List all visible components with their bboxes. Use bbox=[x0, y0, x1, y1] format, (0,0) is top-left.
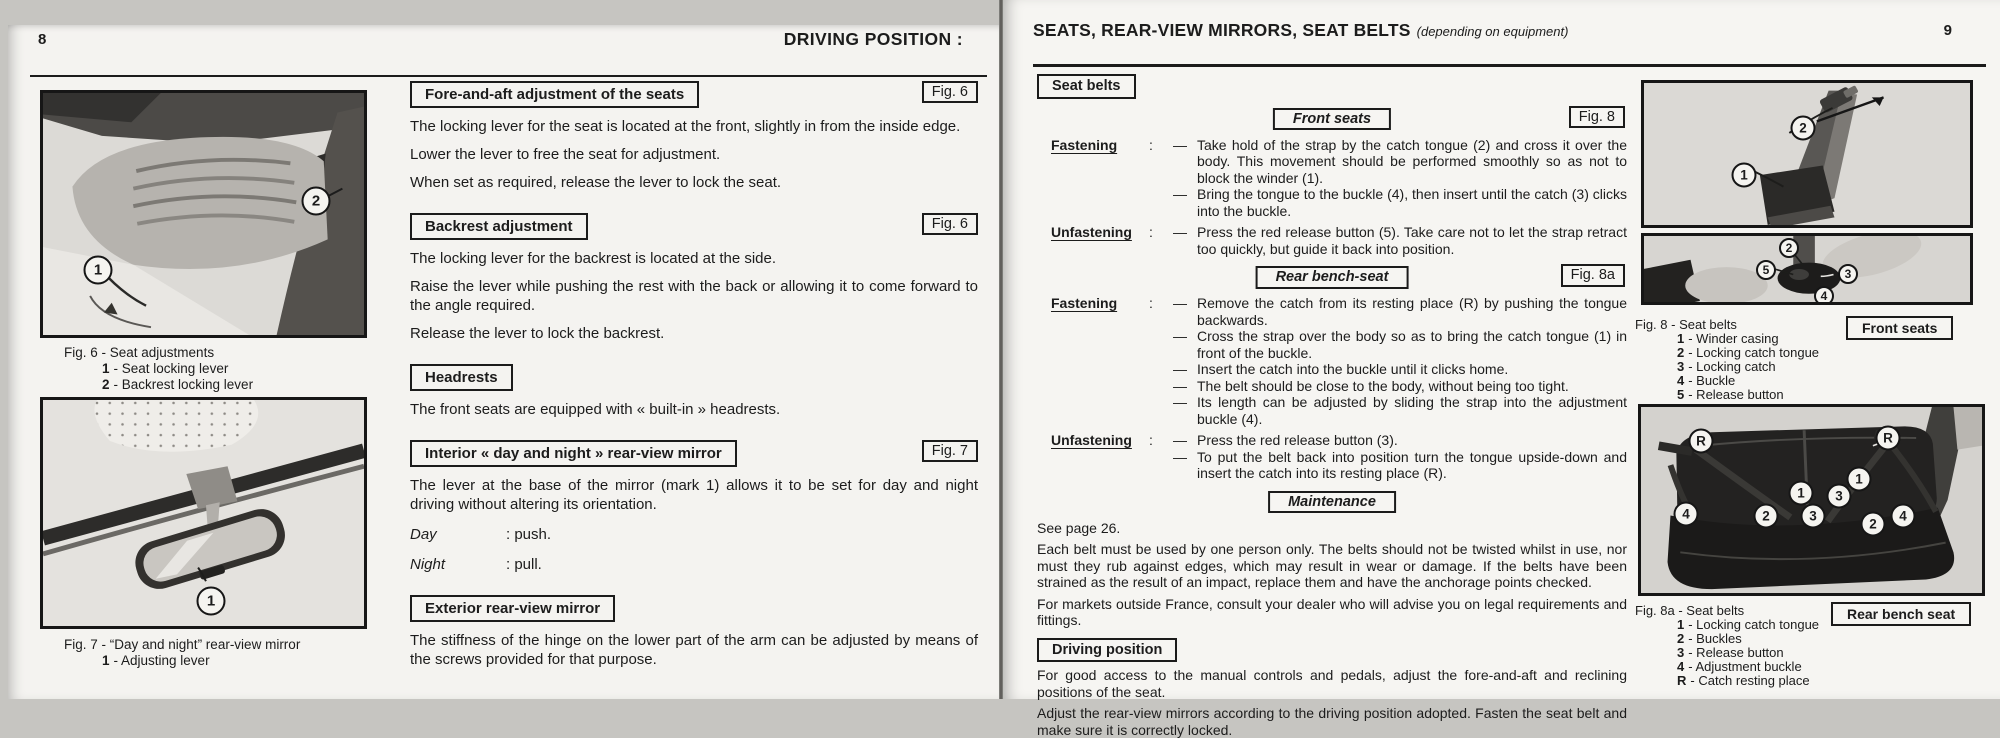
rear-bench-seat-tag-box: Rear bench seat bbox=[1831, 602, 1971, 626]
right-text-column bbox=[1037, 74, 1627, 738]
belt-items bbox=[1173, 432, 1627, 482]
header-rule-right bbox=[1033, 64, 1986, 67]
section-title-box: Interior « day and night » rear-view mirror bbox=[410, 440, 737, 467]
paragraph: For markets outside France, consult your dealer who will advise you on legal requirements and fittings. bbox=[1037, 595, 1627, 628]
belt-item: — Press the red release button (5). Take care not to let the strap retract too quickly, but guide it back into position. bbox=[1173, 224, 1627, 257]
belt-item: — Cross the strap over the body so as to bring the catch tongue (1) in front of the buckle. bbox=[1173, 328, 1627, 361]
paragraph: Each belt must be used by one person only. The belts should not be twisted whilst in use, nor must they rub against edges, which may result in wear or damage. If the belts have been strained as the result of an impact, replace them and have the anchorage points checked. bbox=[1037, 541, 1627, 590]
figure-ref-box: Fig. 6 bbox=[922, 213, 978, 235]
rear-unfastening-row: Unfastening : — Press the red release button (3). — To put the belt back into position turn the tongue upside-down and insert the catch into its resting place (R). bbox=[1051, 432, 1627, 481]
paragraph: Lower the lever to free the seat for adjustment. bbox=[410, 146, 721, 163]
paragraph: The lever at the base of the mirror (mark 1) allows it to be set for day and night driving without altering its orientation. bbox=[410, 477, 978, 513]
dash-bullet: — bbox=[1173, 448, 1187, 465]
callout-buckles-right: 2 bbox=[1861, 512, 1886, 537]
callout-buckles-left: 2 bbox=[1754, 504, 1779, 529]
section-headrests bbox=[410, 364, 978, 391]
fig6-caption bbox=[64, 345, 253, 393]
paragraph: The stiffness of the hinge on the lower part of the arm can be adjusted by means of the screws provided for that purpose. bbox=[410, 632, 978, 668]
fig8-caption-item: 2 - Locking catch tongue bbox=[1677, 345, 1820, 360]
fig6-seat-photo bbox=[40, 90, 367, 338]
mode-value: : pull. bbox=[506, 556, 542, 573]
fig6-caption-item: 2 - Backrest locking lever bbox=[102, 377, 254, 392]
fig8-caption-item: 3 - Locking catch bbox=[1677, 359, 1776, 374]
belt-item: — Take hold of the strap by the catch tongue (2) and cross it over the body. This movement should be performed smoothly so as not to block the winder (1). bbox=[1173, 136, 1627, 186]
fig7-caption-item: 1 - Adjusting lever bbox=[102, 653, 210, 668]
callout-buckle: 4 bbox=[1814, 286, 1834, 305]
front-seats-tag-box: Front seats bbox=[1846, 316, 1953, 340]
paragraph: Raise the lever while pushing the rest with the back or allowing it to come forward to the angle required. bbox=[410, 278, 978, 314]
belt-item: — Its length can be adjusted by sliding the strap into the adjustment buckle (4). bbox=[1173, 394, 1627, 427]
callout-winder-casing: 1 bbox=[1732, 163, 1757, 188]
fig8-caption bbox=[1635, 318, 1819, 402]
dash-bullet: — bbox=[1173, 136, 1187, 153]
fig6-caption-title: Fig. 6 - Seat adjustments bbox=[64, 345, 215, 360]
callout-tongue: 2 bbox=[1779, 238, 1799, 258]
fig8a-caption-item: 1 - Locking catch tongue bbox=[1677, 617, 1820, 632]
figure-ref-box: Fig. 7 bbox=[922, 440, 978, 462]
section-title-box: Exterior rear-view mirror bbox=[410, 595, 615, 622]
dash-bullet: — bbox=[1173, 432, 1187, 448]
paragraph: The locking lever for the backrest is located at the side. bbox=[410, 250, 777, 267]
header-rule-left bbox=[30, 75, 987, 77]
callout-locking-catch-tongue: 2 bbox=[1791, 116, 1816, 141]
belt-items bbox=[1173, 137, 1627, 220]
page-title-right: SEATS, REAR-VIEW MIRRORS, SEAT BELTS bbox=[1033, 20, 1411, 40]
dash-bullet: — bbox=[1173, 377, 1187, 394]
page-number-right: 9 bbox=[1943, 22, 1952, 39]
belt-item: — To put the belt back into position turn the tongue upside-down and insert the catch into its resting place (R). bbox=[1173, 448, 1627, 481]
callout-adjusting-lever: 1 bbox=[197, 587, 226, 616]
maintenance-heading-row bbox=[1037, 491, 1627, 515]
page-title-note: (depending on equipment) bbox=[1416, 24, 1569, 39]
dash-bullet: — bbox=[1173, 224, 1187, 240]
page-header-right bbox=[1033, 20, 1960, 41]
dash-bullet: — bbox=[1173, 295, 1187, 311]
fig7-caption bbox=[64, 637, 300, 669]
figure-ref-box: Fig. 8 bbox=[1569, 106, 1625, 129]
dash-bullet: — bbox=[1173, 328, 1187, 344]
paragraph: For good access to the manual controls and pedals, adjust the fore-and-aft and reclining positions of the seat. bbox=[1037, 667, 1627, 700]
callout-catch-resting-place-left: R bbox=[1689, 429, 1714, 454]
fig8a-bench-photo bbox=[1638, 404, 1985, 596]
belt-item: — Remove the catch from its resting place (R) by pushing the tongue backwards. bbox=[1173, 295, 1627, 328]
belt-item: — Bring the tongue to the buckle (4), then insert until the catch (3) clicks into the buckle. bbox=[1173, 186, 1627, 219]
dash-bullet: — bbox=[1173, 186, 1187, 202]
callout-release-right: 3 bbox=[1827, 484, 1852, 509]
left-text-column bbox=[410, 81, 978, 669]
subsection-heading: Rear bench-seat bbox=[1256, 266, 1409, 289]
belt-item: — Press the red release button (3). bbox=[1173, 432, 1398, 448]
section-backrest bbox=[410, 213, 978, 240]
front-fastening-row: Fastening : — Take hold of the strap by the catch tongue (2) and cross it over the body. This movement should be performed smoothly so as not to block the winder (1). — Bring the tongue to the buckle (4), then insert until the catch (3) clicks into the buckle. bbox=[1051, 136, 1627, 219]
seat-belts-title-box: Seat belts bbox=[1037, 74, 1136, 99]
subsection-heading: Maintenance bbox=[1268, 491, 1396, 514]
paragraph: The front seats are equipped with « built-in » headrests. bbox=[410, 401, 781, 418]
section-title-box: Fore-and-aft adjustment of the seats bbox=[410, 81, 699, 108]
dash-bullet: — bbox=[1173, 394, 1187, 410]
fig8a-caption-item: 2 - Buckles bbox=[1677, 631, 1742, 646]
fig7-mirror-photo bbox=[40, 397, 367, 629]
callout-tongue-left: 1 bbox=[1789, 481, 1814, 506]
callout-locking-catch: 3 bbox=[1838, 264, 1858, 284]
front-unfastening-row: Unfastening : — Press the red release button (5). Take care not to let the strap retract too quickly, but guide it back into position. bbox=[1051, 224, 1627, 257]
section-exterior-mirror bbox=[410, 595, 978, 622]
fig8-winder-photo bbox=[1641, 80, 1973, 228]
driving-position-title-box: Driving position bbox=[1037, 638, 1177, 663]
paragraph: See page 26. bbox=[1037, 519, 1121, 536]
fig6-caption-item: 1 - Seat locking lever bbox=[102, 361, 229, 376]
fig7-caption-title: Fig. 7 - “Day and night” rear-view mirror bbox=[64, 637, 301, 652]
callout-release-button: 5 bbox=[1756, 260, 1776, 280]
section-fore-and-aft bbox=[410, 81, 978, 108]
callout-release-left: 3 bbox=[1801, 504, 1826, 529]
callout-adjustment-buckle-right: 4 bbox=[1891, 504, 1916, 529]
belt-items bbox=[1173, 295, 1627, 427]
right-page bbox=[1003, 0, 2000, 738]
section-title-box: Backrest adjustment bbox=[410, 213, 588, 240]
buckle-hands-illustration bbox=[1644, 236, 1970, 302]
callout-backrest-locking-lever: 2 bbox=[302, 187, 331, 216]
fig8a-caption-item: 3 - Release button bbox=[1677, 645, 1784, 660]
rear-bench-heading-row bbox=[1037, 266, 1627, 290]
paragraph: Adjust the rear-view mirrors according to the driving position adopted. Fasten the seat belt and make sure it is correctly locked. bbox=[1037, 705, 1627, 738]
belt-items bbox=[1173, 224, 1627, 257]
mode-value: : push. bbox=[506, 526, 552, 543]
callout-seat-locking-lever: 1 bbox=[84, 256, 113, 285]
front-seats-heading-row bbox=[1037, 108, 1627, 132]
belt-label: Fastening bbox=[1051, 295, 1118, 311]
fig8a-caption-item: 4 - Adjustment buckle bbox=[1677, 659, 1802, 674]
callout-catch-resting-place-right: R bbox=[1876, 426, 1901, 451]
mode-row-night: Night : pull. bbox=[410, 556, 542, 573]
belt-label: Fastening bbox=[1051, 136, 1118, 153]
rear-fastening-row: Fastening : — Remove the catch from its resting place (R) by pushing the tongue backwards. — Cross the strap over the body so as to bring the catch tongue (1) in front of the buckle. — Insert the catch into the buckle until it clicks home. — The belt should be close to the body, without being too tight. — Its length can be adjusted by sliding the strap into the adjustment buckle (4). bbox=[1051, 295, 1627, 427]
dash-bullet: — bbox=[1173, 361, 1187, 377]
paragraph: When set as required, release the lever to lock the seat. bbox=[410, 174, 782, 191]
figure-ref-box: Fig. 6 bbox=[922, 81, 978, 103]
page-title-left: DRIVING POSITION : bbox=[783, 29, 963, 49]
belt-item: — Insert the catch into the buckle until it clicks home. bbox=[1173, 361, 1509, 377]
left-page bbox=[8, 25, 999, 699]
section-title-box: Headrests bbox=[410, 364, 513, 391]
page-number-left: 8 bbox=[38, 31, 47, 48]
fig8-buckle-photo bbox=[1641, 233, 1973, 305]
paragraph: Release the lever to lock the backrest. bbox=[410, 325, 665, 342]
driving-position-row bbox=[1037, 638, 1627, 663]
fig8-caption-title: Fig. 8 - Seat belts bbox=[1635, 317, 1737, 332]
section-interior-mirror bbox=[410, 440, 978, 467]
fig8-caption-item: 5 - Release button bbox=[1677, 387, 1784, 402]
fig8a-caption-title: Fig. 8a - Seat belts bbox=[1635, 603, 1745, 618]
callout-tongue-right: 1 bbox=[1847, 467, 1872, 492]
paragraph: The locking lever for the seat is located at the front, slightly in from the inside edge. bbox=[410, 118, 961, 135]
subsection-heading: Front seats bbox=[1273, 108, 1391, 131]
belt-label: Unfastening bbox=[1051, 432, 1132, 448]
figure-ref-box: Fig. 8a bbox=[1561, 264, 1625, 287]
mode-row-day: Day : push. bbox=[410, 526, 552, 543]
belt-item: — The belt should be close to the body, without being too tight. bbox=[1173, 377, 1569, 394]
fig8a-caption bbox=[1635, 604, 1819, 688]
callout-adjustment-buckle-left: 4 bbox=[1674, 502, 1699, 527]
fig8-caption-item: 1 - Winder casing bbox=[1677, 331, 1779, 346]
fig8a-caption-item: R - Catch resting place bbox=[1677, 673, 1810, 688]
belt-winder-illustration bbox=[1644, 83, 1970, 225]
belt-label: Unfastening bbox=[1051, 224, 1132, 240]
fig8-caption-item: 4 - Buckle bbox=[1677, 373, 1736, 388]
